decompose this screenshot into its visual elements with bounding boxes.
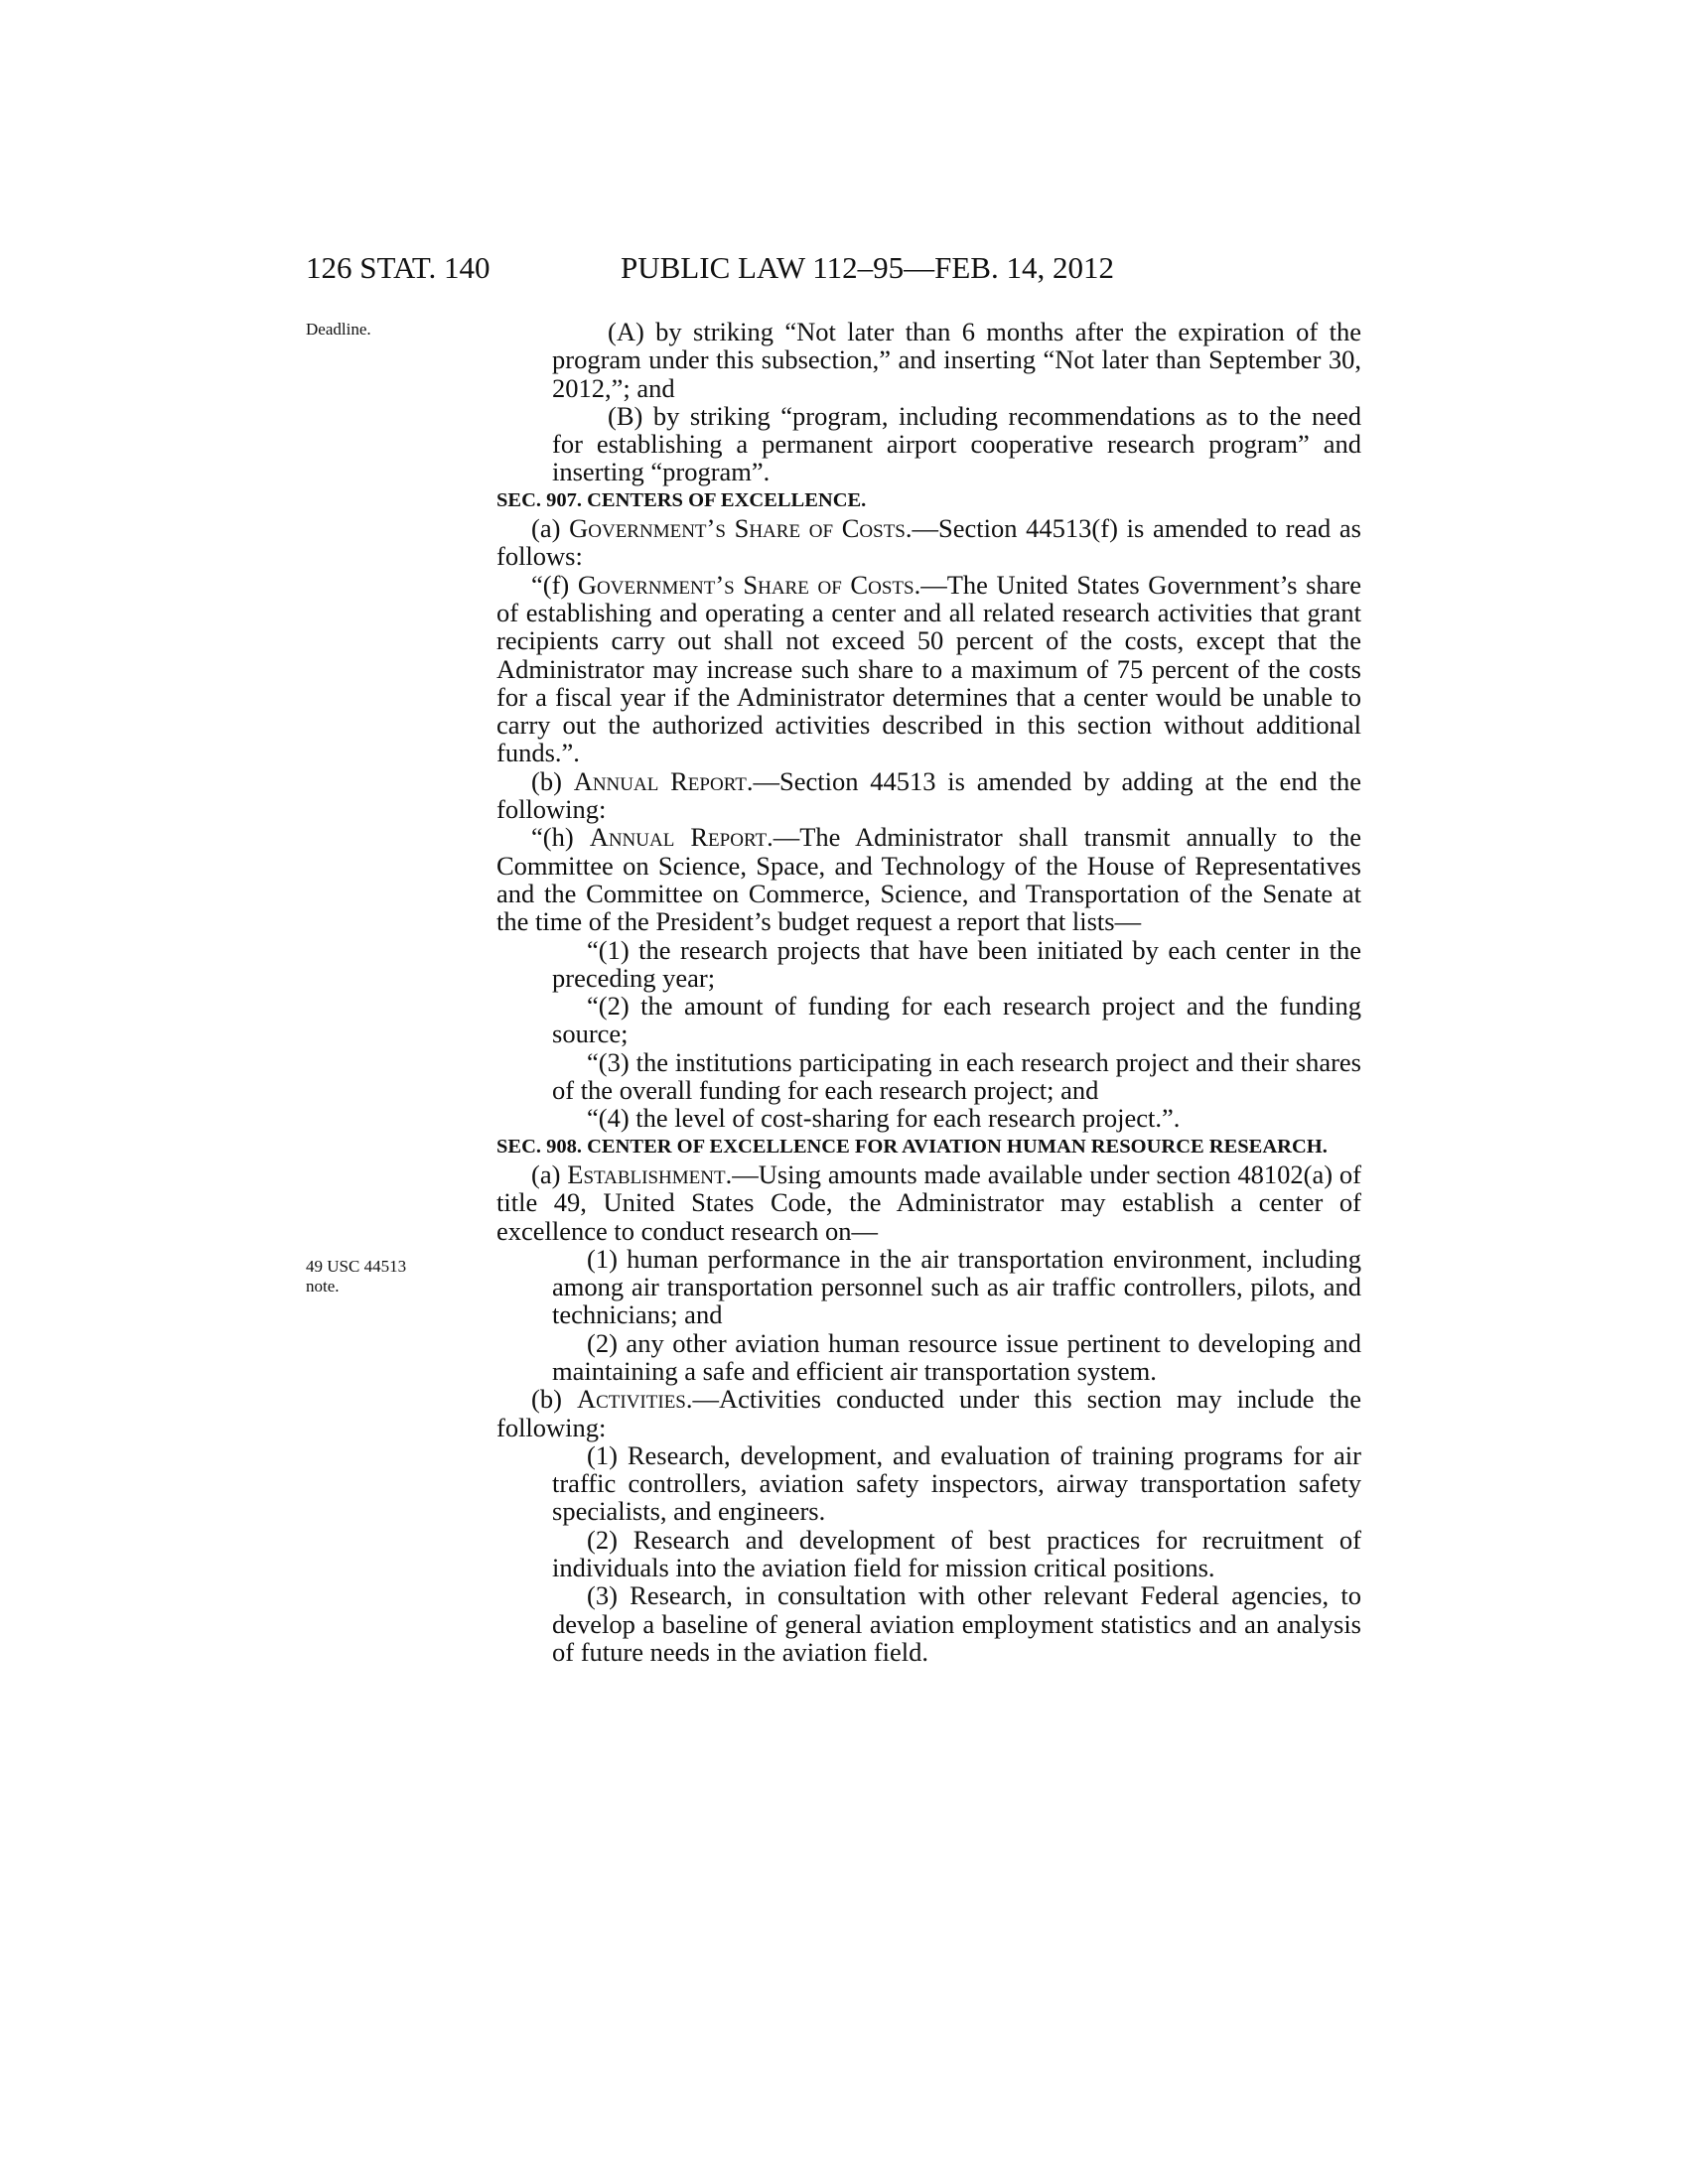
margin-note-usc-citation [306,1257,406,1297]
list-item: (2) Research and development of best practices for recruitment of individuals into the aviation field for mission critical positions. [552,1524,1361,1583]
paragraph: (A) by striking “Not later than 6 months after the expiration of the program under this subsection,” and inserting “Not later than September 30, 2012,”; and [552,317,1361,403]
text-run: (b) [531,765,574,796]
section-heading: SEC. 908. CENTER OF EXCELLENCE FOR AVIATION HUMAN RESOURCE RESEARCH. [496,1135,1328,1158]
list-item: “(2) the amount of funding for each research project and the funding source; [552,991,1361,1049]
paragraph [496,514,1361,571]
margin-note-usc-line: note. [306,1277,340,1296]
text-run: .—Section 44513 is amended by adding at the end the following: [496,765,1361,825]
list-item: “(4) the level of cost-sharing for each research project.”. [587,1103,1181,1134]
text-run: “(h) [531,822,590,853]
subsection-heading: Activities [576,1384,686,1415]
list-item: (3) Research, in consultation with other relevant Federal agencies, to develop a baseline of general aviation employment statistics and an analysis of future needs in the aviation field. [552,1580,1361,1667]
page-header [0,250,1688,290]
text-run: .—Activities conducted under this section may include the following: [496,1384,1362,1442]
section-heading: SEC. 907. CENTERS OF EXCELLENCE. [496,488,867,511]
list-item: “(1) the research projects that have been initiated by each center in the preceding year; [552,934,1361,993]
paragraph [496,823,1361,935]
text-run: (a) [531,1159,568,1189]
text-run: .—The Administrator shall transmit annually to the Committee on Science, Space, and Technology of the House of Representatives and the Committee on Commerce, Science, and Transportation of the Senate at the time of the President’s budget request a report that lists— [496,822,1361,937]
subsection-heading: Annual Report [589,822,768,853]
paragraph: (B) by striking “program, including recommendations as to the need for establishing a permanent airport cooperative research program” and inserting “program”. [552,400,1361,487]
document-body [496,318,1361,1666]
public-law-title: PUBLIC LAW 112–95—FEB. 14, 2012 [621,250,1114,285]
paragraph [496,1385,1361,1441]
text-run: (a) [531,513,570,544]
subsection-heading: Government’s Share of Costs [569,513,906,544]
text-run: (b) [531,1384,577,1415]
subsection-heading: Annual Report [573,765,747,796]
margin-note-deadline: Deadline. [306,320,371,339]
text-run: “(f) [531,569,578,600]
list-item: “(3) the institutions participating in each research project and their shares of the overall funding for each research project; and [552,1046,1361,1106]
paragraph [496,571,1361,767]
text-run: .—Section 44513(f) is amended to read as follows: [496,513,1361,572]
list-item: (1) human performance in the air transportation environment, including among air transportation personnel such as air traffic controllers, pilots, and technicians; and [552,1243,1361,1330]
list-item: (2) any other aviation human resource issue pertinent to developing and maintaining a safe and efficient air transportation system. [552,1327,1361,1386]
list-item: (1) Research, development, and evaluation of training programs for air traffic controllers, aviation safety inspectors, airway transportation safety specialists, and engineers. [552,1439,1361,1527]
paragraph [496,767,1361,824]
text-run: .—The United States Government’s share of establishing and operating a center and all related research activities that grant recipients carry out shall not exceed 50 percent of the costs, except that the Administrator may increase such share to a maximum of 75 percent of the costs for a fiscal year if the Administrator determines that a center would be unable to carry out the authorized activities described in this section without additional funds.”. [496,569,1362,768]
margin-note-usc-line: 49 USC 44513 [306,1257,407,1276]
text-run: .—Using amounts made available under section 48102(a) of title 49, United States Code, the Administrator may establish a center of excellence to conduct research on— [496,1159,1361,1246]
paragraph [496,1160,1361,1245]
subsection-heading: Establishment [567,1159,726,1189]
statute-page-reference: 126 STAT. 140 [306,250,491,285]
subsection-heading: Government’s Share of Costs [577,569,914,600]
